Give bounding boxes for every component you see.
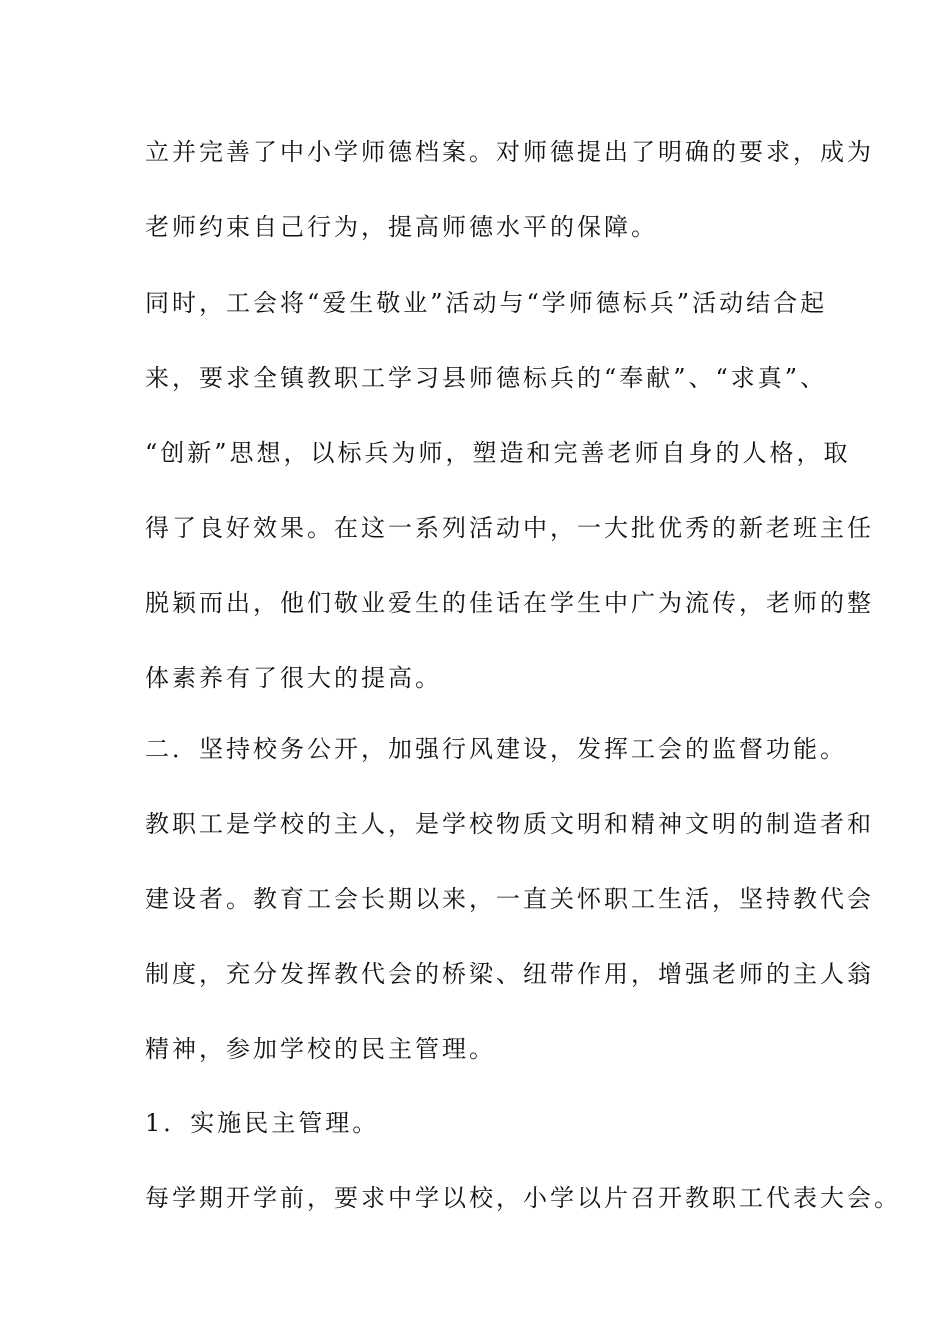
text-line: 来，要求全镇教职工学习县师德标兵的“奉献”、“求真”、 <box>145 364 828 392</box>
text-line: “创新”思想，以标兵为师，塑造和完善老师自身的人格，取 <box>145 439 851 467</box>
text-line: 教职工是学校的主人，是学校物质文明和精神文明的制造者和 <box>145 810 874 838</box>
subsection-heading: 1．实施民主管理。 <box>145 1109 380 1137</box>
text-line: 建设者。教育工会长期以来，一直关怀职工生活，坚持教代会 <box>145 885 874 913</box>
text-line: 老师约束自己行为，提高师德水平的保障。 <box>145 213 658 241</box>
text-line: 脱颖而出，他们敬业爱生的佳话在学生中广为流传，老师的整 <box>145 589 874 617</box>
text-line: 制度，充分发挥教代会的桥梁、纽带作用，增强老师的主人翁 <box>145 960 874 988</box>
text-line: 精神，参加学校的民主管理。 <box>145 1035 496 1063</box>
text-line: 体素养有了很大的提高。 <box>145 664 442 692</box>
text-line: 每学期开学前，要求中学以校，小学以片召开教职工代表大会。 <box>145 1184 901 1212</box>
text-line: 得了良好效果。在这一系列活动中，一大批优秀的新老班主任 <box>145 514 874 542</box>
section-heading: 二．坚持校务公开，加强行风建设，发挥工会的监督功能。 <box>145 735 847 763</box>
text-line: 立并完善了中小学师德档案。对师德提出了明确的要求，成为 <box>145 138 874 166</box>
text-line: 同时，工会将“爱生敬业”活动与“学师德标兵”活动结合起 <box>145 289 828 317</box>
